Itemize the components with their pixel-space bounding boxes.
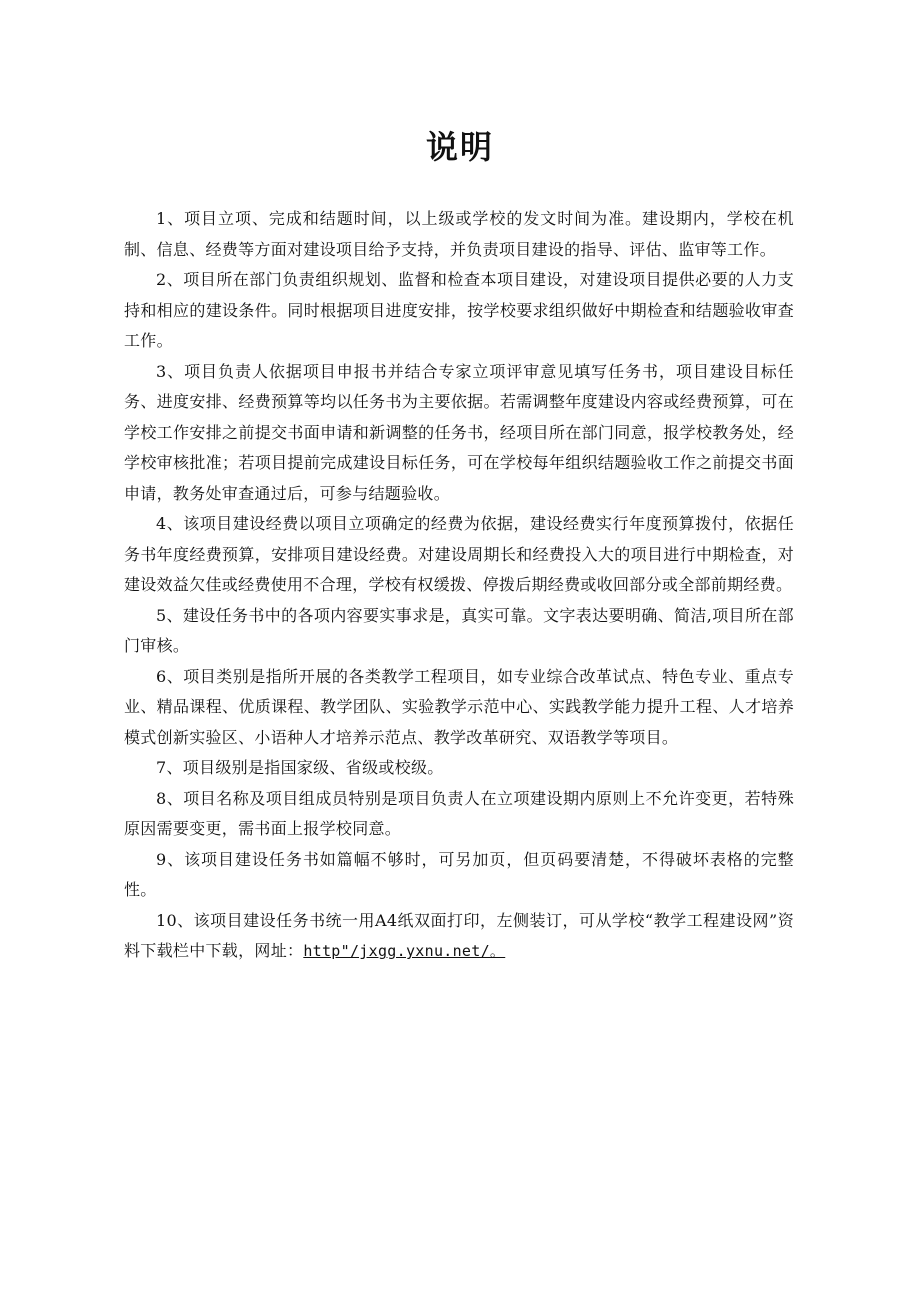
instruction-paragraph-9: 9、该项目建设任务书如篇幅不够时，可另加页，但页码要清楚，不得破坏表格的完整性。 xyxy=(124,849,794,899)
instruction-paragraph-5: 5、建设任务书中的各项内容要实事求是，真实可靠。文字表达要明确、简洁,项目所在部门审核。 xyxy=(124,605,794,655)
instruction-paragraph-2: 2、项目所在部门负责组织规划、监督和检查本项目建设，对建设项目提供必要的人力支持和相应的建设条件。同时根据项目进度安排，按学校要求组织做好中期检查和结题验收审查工作。 xyxy=(124,270,794,350)
instruction-paragraph-3: 3、项目负责人依据项目申报书并结合专家立项评审意见填写任务书，项目建设目标任务、进度安排、经费预算等均以任务书为主要依据。若需调整年度建设内容或经费预算，可在学校工作安排之前提交书面申请和新调整的任务书，经项目所在部门同意，报学校教务处，经学校审核批准；若项目提前完成建设目标任务，可在学校每年组织结题验收工作之前提交书面申请，教务处审查通过后，可参与结题验收。 xyxy=(124,361,794,503)
instruction-paragraph-1: 1、项目立项、完成和结题时间，以上级或学校的发文时间为准。建设期内，学校在机制、信息、经费等方面对建设项目给予支持，并负责项目建设的指导、评估、监审等工作。 xyxy=(124,209,794,259)
instruction-paragraph-8: 8、项目名称及项目组成员特别是项目负责人在立项建设期内原则上不允许变更，若特殊原因需要变更，需书面上报学校同意。 xyxy=(124,788,794,838)
instructions-body xyxy=(124,204,794,967)
instruction-paragraph-10 xyxy=(124,906,794,967)
instruction-paragraph-7: 7、项目级别是指国家级、省级或校级。 xyxy=(156,758,444,777)
instruction-paragraph-10-text: 10、该项目建设任务书统一用A4纸双面打印，左侧装订，可从学校“教学工程建设网”资料下载栏中下载，网址： xyxy=(124,910,794,960)
website-link[interactable]: http"/jxgg.yxnu.net/。 xyxy=(303,942,506,960)
instruction-paragraph-4: 4、该项目建设经费以项目立项确定的经费为依据，建设经费实行年度预算拨付，依据任务书年度经费预算，安排项目建设经费。对建设周期长和经费投入大的项目进行中期检查，对建设效益欠佳或经费使用不合理，学校有权缓拨、停拨后期经费或收回部分或全部前期经费。 xyxy=(124,514,794,594)
page-title: 说明 xyxy=(425,128,494,166)
instruction-paragraph-6: 6、项目类别是指所开展的各类教学工程项目，如专业综合改革试点、特色专业、重点专业、精品课程、优质课程、教学团队、实验教学示范中心、实践教学能力提升工程、人才培养模式创新实验区、小语种人才培养示范点、教学改革研究、双语教学等项目。 xyxy=(124,666,794,747)
